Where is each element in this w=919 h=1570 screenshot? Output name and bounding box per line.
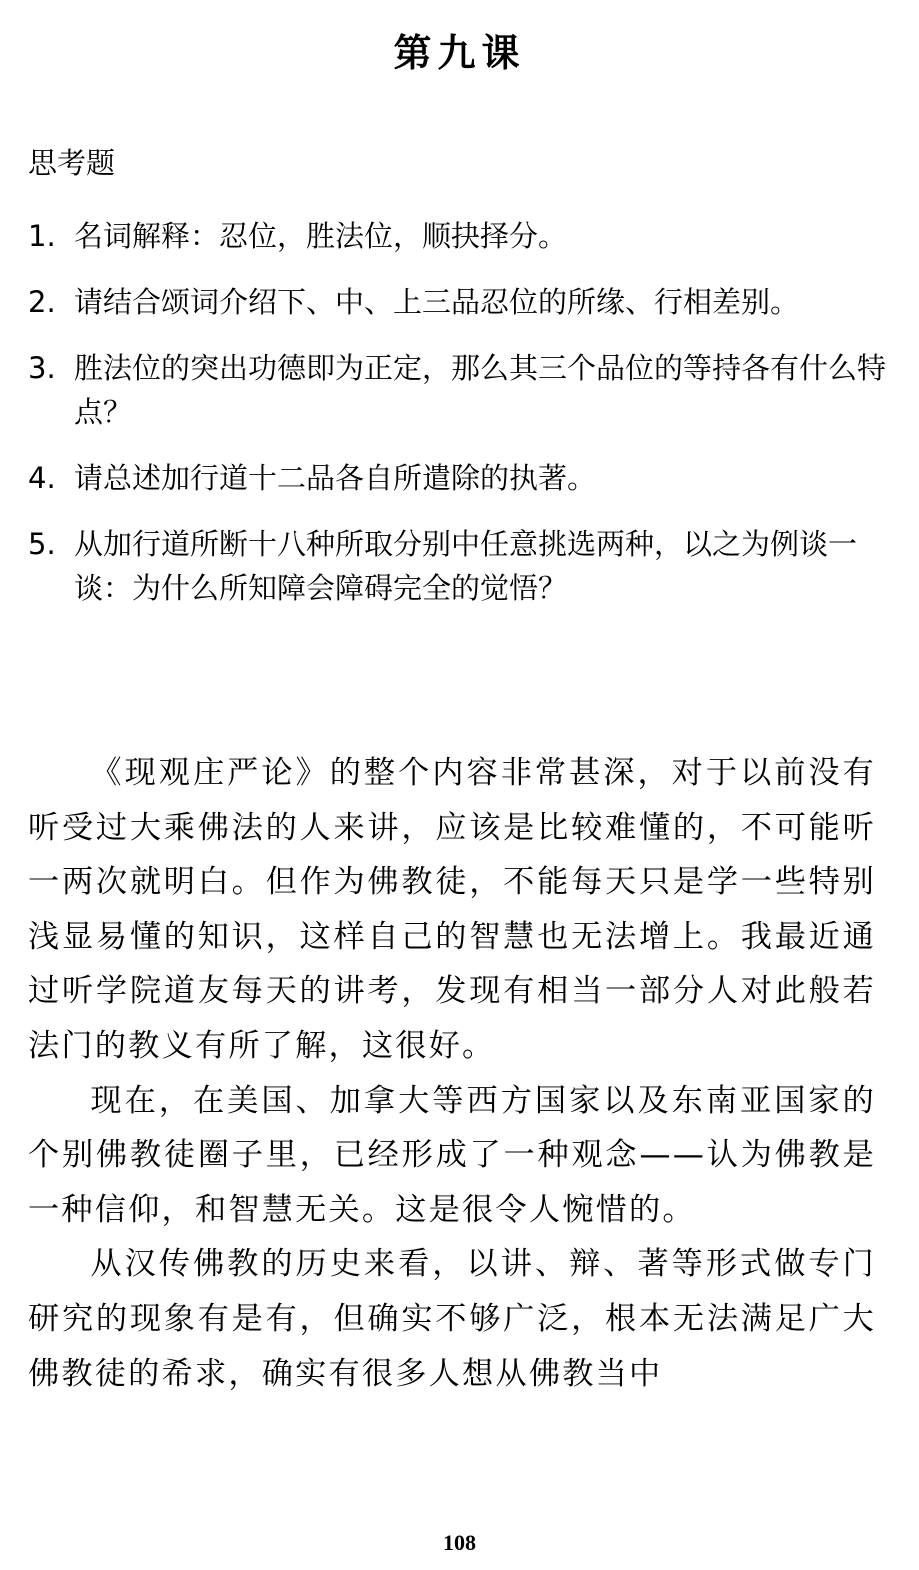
body-paragraph: 《现观庄严论》的整个内容非常甚深，对于以前没有听受过大乘佛法的人来讲，应该是比较难懂的，不可能听一两次就明白。但作为佛教徒，不能每天只是学一些特别浅显易懂的知识，这样自己的智慧也无法增上。我最近通过听学院道友每天的讲考，发现有相当一部分人对此般若法门的教义有所了解，这很好。 <box>28 755 876 1064</box>
body-text <box>28 746 876 1401</box>
question-text: 胜法位的突出功德即为正定，那么其三个品位的等持各有什么特点？ <box>74 351 887 429</box>
question-number: 4. <box>28 461 56 495</box>
page-number: 108 <box>443 1530 476 1555</box>
question-text: 从加行道所断十八种所取分别中任意挑选两种，以之为例谈一谈：为什么所知障会障碍完全的觉悟？ <box>74 527 858 605</box>
question-item <box>28 346 888 434</box>
body-paragraph: 现在，在美国、加拿大等西方国家以及东南亚国家的个别佛教徒圈子里，已经形成了一种观念——认为佛教是一种信仰，和智慧无关。这是很令人惋惜的。 <box>28 1082 876 1228</box>
question-item <box>28 522 888 610</box>
question-item <box>28 214 888 258</box>
question-number: 1. <box>28 219 56 253</box>
question-text: 名词解释：忍位，胜法位，顺抉择分。 <box>74 219 568 253</box>
question-item <box>28 456 888 500</box>
body-paragraph: 从汉传佛教的历史来看，以讲、辩、著等形式做专门研究的现象有是有，但确实不够广泛，根本无法满足广大佛教徒的希求，确实有很多人想从佛教当中 <box>28 1246 876 1392</box>
question-number: 3. <box>28 351 56 385</box>
question-list <box>28 214 888 632</box>
question-item <box>28 280 888 324</box>
section-label-questions: 思考题 <box>28 146 116 180</box>
lesson-title: 第九课 <box>393 31 526 75</box>
question-number: 2. <box>28 285 56 319</box>
question-text: 请结合颂词介绍下、中、上三品忍位的所缘、行相差别。 <box>74 285 800 319</box>
question-text: 请总述加行道十二品各自所遣除的执著。 <box>74 461 597 495</box>
question-number: 5. <box>28 527 56 561</box>
